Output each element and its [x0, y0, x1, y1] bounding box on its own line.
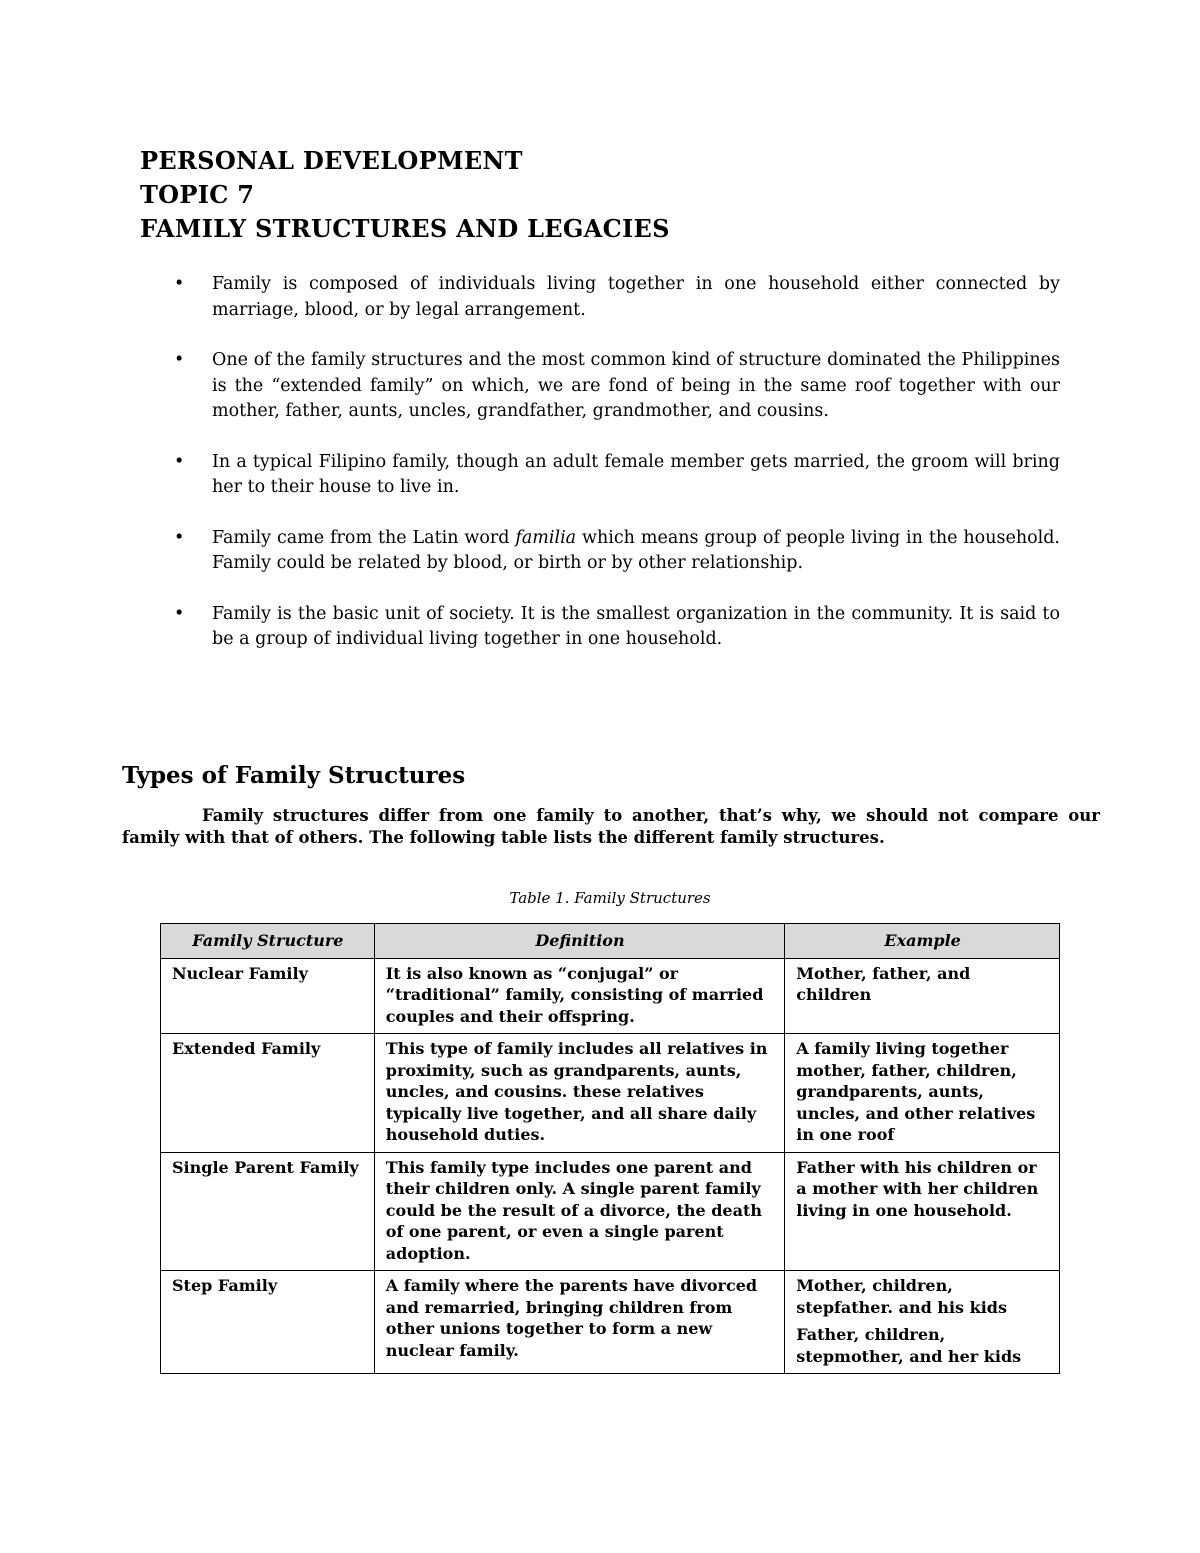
structure-cell: Step Family: [161, 1271, 375, 1374]
example-cell: [785, 1034, 1060, 1153]
structure-cell: Nuclear Family: [161, 958, 375, 1034]
list-item: [170, 348, 1060, 425]
table-row: [161, 1152, 1060, 1271]
bullet-text: One of the family structures and the most common kind of structure dominated the Philippines is the “extended family” on which, we are fond of being in the same roof together with our mother, father, aunts, uncles, grandfather, grandmother, and cousins.: [212, 350, 1060, 421]
page-title: FAMILY STRUCTURES AND LEGACIES: [140, 214, 670, 243]
table-caption: Table 1. Family Structures: [509, 889, 711, 907]
topic-heading: TOPIC 7: [140, 180, 255, 209]
subject-heading: PERSONAL DEVELOPMENT: [140, 146, 523, 175]
example-text: A family living together mother, father, children, grandparents, aunts, uncles, and other relatives in one roof: [796, 1039, 1036, 1144]
bullet-list: [170, 272, 1060, 653]
bullet-text-before: Family came from the Latin word: [212, 527, 516, 548]
section-title: Types of Family Structures: [122, 762, 466, 789]
definition-cell: A family where the parents have divorced and remarried, bringing children from other unions together to form a new nuclear family.: [374, 1271, 784, 1374]
latin-term: familia: [515, 527, 577, 548]
example-text: Mother, father, and children: [796, 963, 971, 1004]
table-row: [161, 1271, 1060, 1374]
bullet-text: Family is composed of individuals living together in one household either connected by marriage, blood, or by legal arrangement.: [212, 274, 1060, 320]
example-text: Father with his children or a mother with her children living in one household.: [796, 1157, 1039, 1220]
list-item: [170, 450, 1060, 501]
header-example: Example: [785, 924, 1060, 959]
bullet-icon: •: [174, 451, 185, 472]
definition-cell: It is also known as “conjugal” or “traditional” family, consisting of married couples and their offspring.: [374, 958, 784, 1034]
example-cell: [785, 958, 1060, 1034]
bullet-text-after: which means group of people living in the household. Family could be related by blood, or birth or by other relationship.: [212, 527, 1060, 573]
list-item: [170, 602, 1060, 653]
table-header-row: [161, 924, 1060, 959]
table-row: [161, 958, 1060, 1034]
example-cell: [785, 1152, 1060, 1271]
bullet-icon: •: [174, 350, 185, 370]
bullet-text: Family is the basic unit of society. It is the smallest organization in the community. It is said to be a group of individual living together in one household.: [212, 603, 1060, 649]
bullet-icon: •: [174, 527, 185, 548]
bullet-icon: •: [174, 274, 185, 294]
list-item: [170, 526, 1060, 577]
header-definition: Definition: [374, 924, 784, 959]
family-structures-table: [160, 923, 1060, 1374]
list-item: [170, 272, 1060, 323]
header-family-structure: Family Structure: [161, 924, 375, 959]
example-text: Father, children, stepmother, and her kids: [796, 1325, 1022, 1366]
structure-cell: Extended Family: [161, 1034, 375, 1153]
example-text: Mother, children, stepfather. and his kids: [796, 1276, 1007, 1317]
definition-cell: This family type includes one parent and their children only. A single parent family could be the result of a divorce, the death of one parent, or even a single parent adoption.: [374, 1152, 784, 1271]
example-cell: [785, 1271, 1060, 1374]
definition-cell: This type of family includes all relatives in proximity, such as grandparents, aunts, uncles, and cousins. these relatives typically live together, and all share daily household duties.: [374, 1034, 784, 1153]
structure-cell: Single Parent Family: [161, 1152, 375, 1271]
table-row: [161, 1034, 1060, 1153]
bullet-icon: •: [174, 603, 185, 624]
bullet-text: In a typical Filipino family, though an adult female member gets married, the groom will bring her to their house to live in.: [212, 451, 1060, 497]
section-intro: Family structures differ from one family to another, that’s why, we should not compare our family with that of others. The following table lists the different family structures.: [122, 806, 1100, 847]
